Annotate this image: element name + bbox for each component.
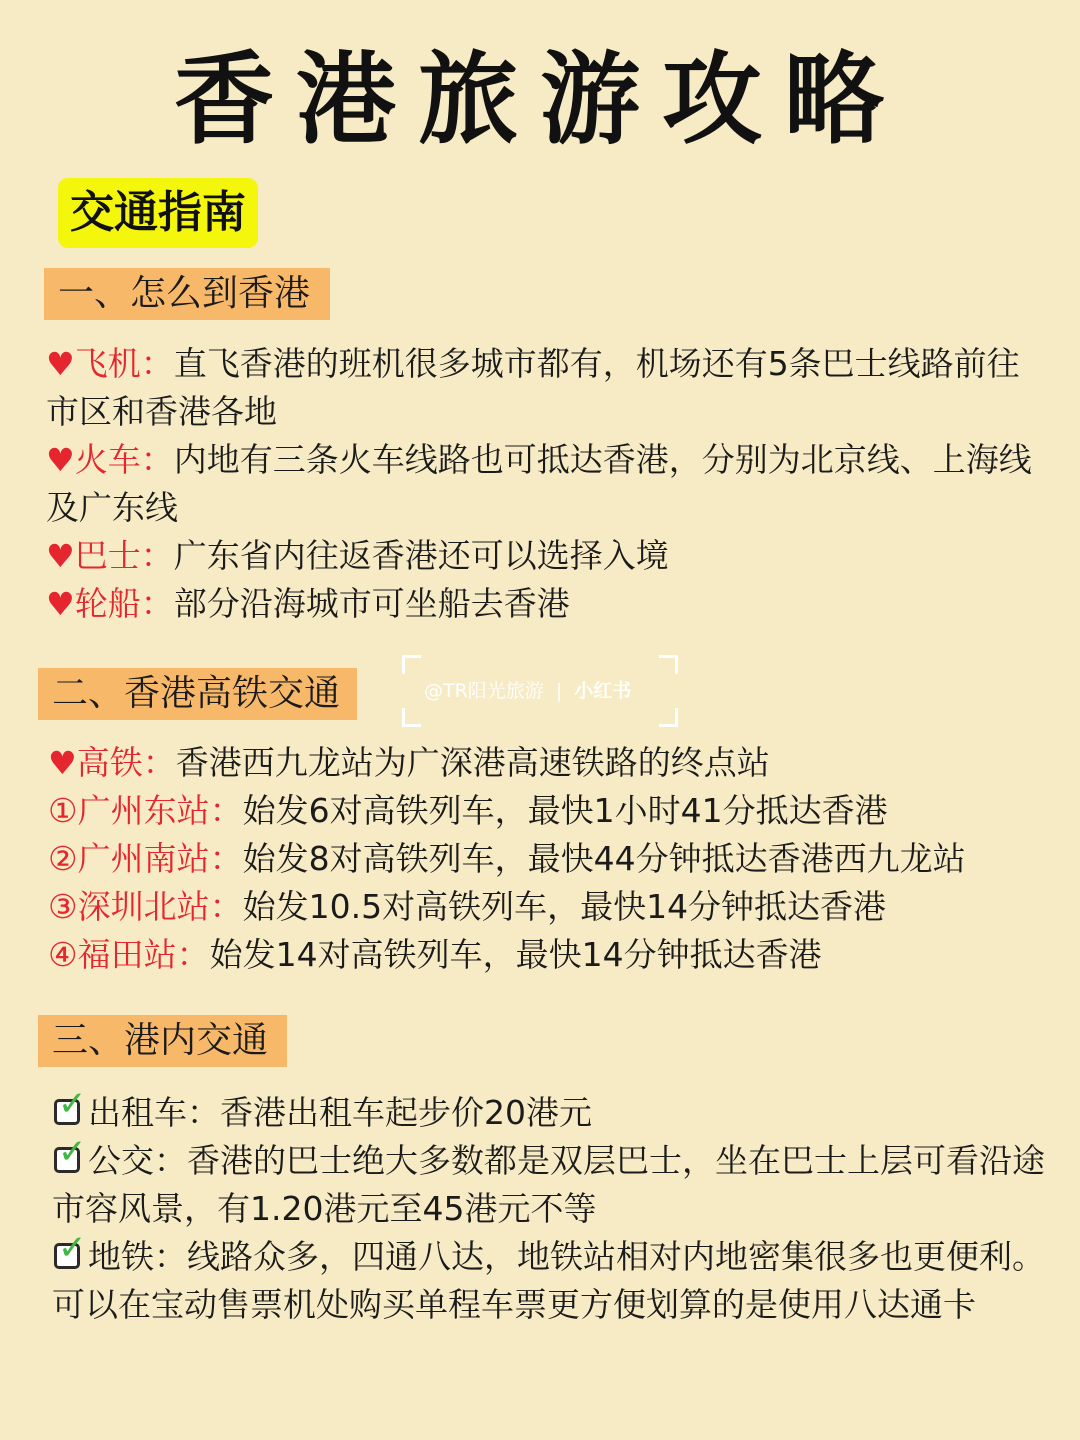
item-text: 内地有三条火车线路也可抵达香港，分别为北京线、上海线及广东线 xyxy=(46,440,1032,527)
station-number: ① xyxy=(48,791,78,830)
item-text: 出租车：香港出租车起步价20港元 xyxy=(88,1093,592,1132)
station-item xyxy=(48,931,1048,979)
item-text: 直飞香港的班机很多城市都有，机场还有5条巴士线路前往市区和香港各地 xyxy=(46,344,1020,431)
heart-icon: ♥ xyxy=(46,345,75,383)
station-item xyxy=(48,883,1048,931)
station-text: 始发6对高铁列车，最快1小时41分抵达香港 xyxy=(242,791,888,830)
checkbox-icon: ✓ xyxy=(52,1239,86,1273)
list-item-plane xyxy=(46,340,1046,436)
list-item-bus xyxy=(46,532,1046,580)
guide-badge: 交通指南 xyxy=(58,178,258,248)
watermark xyxy=(402,655,678,727)
item-key: 飞机： xyxy=(74,344,174,383)
station-number: ④ xyxy=(48,935,78,974)
watermark-corner xyxy=(659,708,678,727)
item-text: 广东省内往返香港还可以选择入境 xyxy=(173,536,669,575)
station-text: 始发8对高铁列车，最快44分钟抵达香港西九龙站 xyxy=(242,839,966,878)
arrival-list xyxy=(46,340,1046,628)
list-item-metro xyxy=(52,1228,1052,1329)
watermark-user: @TR阳光旅游 xyxy=(424,680,544,702)
station-name: 深圳北站： xyxy=(77,887,243,926)
station-text: 始发10.5对高铁列车，最快14分钟抵达香港 xyxy=(242,887,887,926)
station-number: ② xyxy=(48,839,78,878)
heart-icon: ♥ xyxy=(46,441,75,479)
station-text: 始发14对高铁列车，最快14分钟抵达香港 xyxy=(209,935,822,974)
rail-list xyxy=(48,739,1048,979)
watermark-text xyxy=(424,677,631,705)
heart-icon: ♥ xyxy=(46,537,75,575)
heart-icon: ♥ xyxy=(48,744,77,782)
list-item-ship xyxy=(46,580,1046,628)
station-name: 广州南站： xyxy=(77,839,243,878)
watermark-separator: | xyxy=(555,680,563,702)
watermark-corner xyxy=(402,708,421,727)
item-key: 高铁： xyxy=(76,743,176,782)
list-item-train xyxy=(46,436,1046,532)
station-item xyxy=(48,835,1048,883)
station-number: ③ xyxy=(48,887,78,926)
item-text: 公交：香港的巴士绝大多数都是双层巴士，坐在巴士上层可看沿途市容风景，有1.20港元至45港元不等 xyxy=(52,1141,1045,1228)
checkbox-icon: ✓ xyxy=(52,1095,86,1129)
rail-intro xyxy=(48,739,1048,787)
station-item xyxy=(48,787,1048,835)
watermark-corner xyxy=(402,655,421,674)
item-key: 巴士： xyxy=(74,536,174,575)
page-title: 香港旅游攻略 xyxy=(174,41,906,158)
local-transport-list xyxy=(52,1084,1052,1329)
watermark-brand: 小红书 xyxy=(574,680,632,702)
station-name: 广州东站： xyxy=(77,791,243,830)
checkbox-icon: ✓ xyxy=(52,1143,86,1177)
station-name: 福田站： xyxy=(77,935,210,974)
item-text: 香港西九龙站为广深港高速铁路的终点站 xyxy=(175,743,770,782)
section-heading-highspeed-rail: 二、香港高铁交通 xyxy=(38,668,357,720)
section-heading-local-transport: 三、港内交通 xyxy=(38,1015,287,1067)
section-heading-arrival: 一、怎么到香港 xyxy=(44,268,330,320)
watermark-corner xyxy=(659,655,678,674)
list-item-taxi xyxy=(52,1084,1052,1137)
item-text: 部分沿海城市可坐船去香港 xyxy=(173,584,570,623)
heart-icon: ♥ xyxy=(46,585,75,623)
list-item-bus xyxy=(52,1132,1052,1233)
item-text: 地铁：线路众多，四通八达，地铁站相对内地密集很多也更便利。可以在宝动售票机处购买单程车票更方便划算的是使用八达通卡 xyxy=(52,1237,1045,1324)
item-key: 轮船： xyxy=(74,584,174,623)
item-key: 火车： xyxy=(74,440,174,479)
